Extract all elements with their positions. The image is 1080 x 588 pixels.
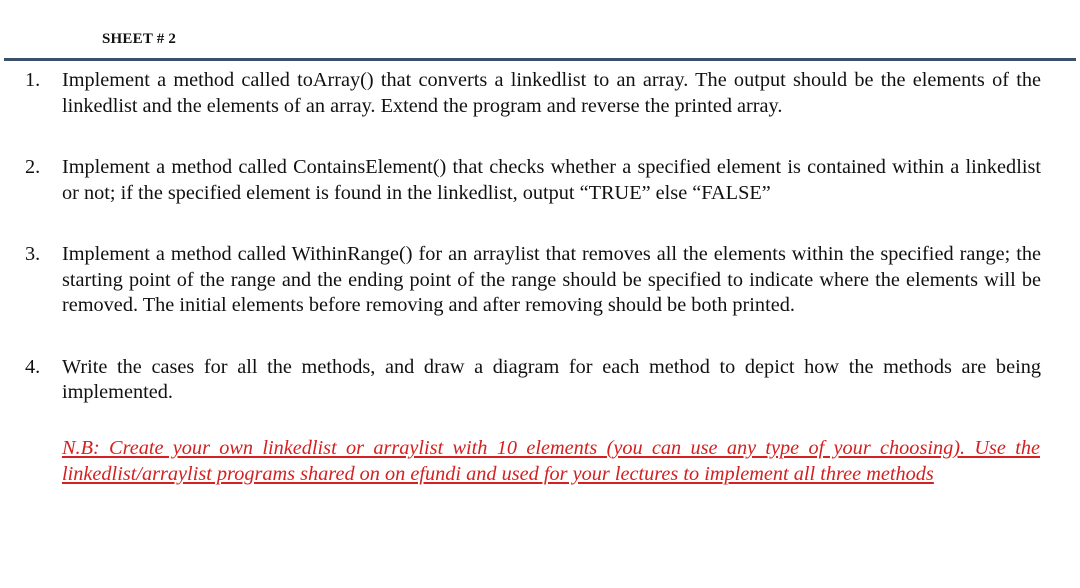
nota-bene-note: N.B: Create your own linkedlist or arraylist with 10 elements (you can use any type of your choosing). Use the linkedlist/arraylist programs shared on on efundi and used for your lectures to implement all three methods	[62, 437, 1040, 485]
task-text: Implement a method called toArray() that converts a linkedlist to an array. The output should be the elements of the linkedlist and the elements of an array. Extend the program and reverse the printed array.	[62, 69, 1041, 117]
task-number: 1.	[25, 69, 41, 91]
task-text: Implement a method called WithinRange() for an arraylist that removes all the elements within the specified range; the starting point of the range and the ending point of the range should be specified to indicate where the elements will be removed. The initial elements before removing and after removing should be both printed.	[62, 243, 1041, 316]
task-list	[25, 68, 1041, 442]
task-item-1	[25, 68, 1041, 119]
task-item-4	[25, 355, 1041, 406]
header-divider	[4, 58, 1076, 61]
task-item-2	[25, 155, 1041, 206]
task-item-3	[25, 242, 1041, 319]
task-number: 4.	[25, 355, 41, 378]
task-number: 3.	[25, 243, 41, 265]
task-text: Write the cases for all the methods, and draw a diagram for each method to depict how the methods are being implemented.	[62, 355, 1041, 403]
sheet-title: SHEET # 2	[102, 31, 177, 47]
task-number: 2.	[25, 156, 41, 178]
task-text: Implement a method called ContainsElement() that checks whether a specified element is contained within a linkedlist or not; if the specified element is found in the linkedlist, output “TRUE” else “FALSE”	[62, 156, 1041, 204]
